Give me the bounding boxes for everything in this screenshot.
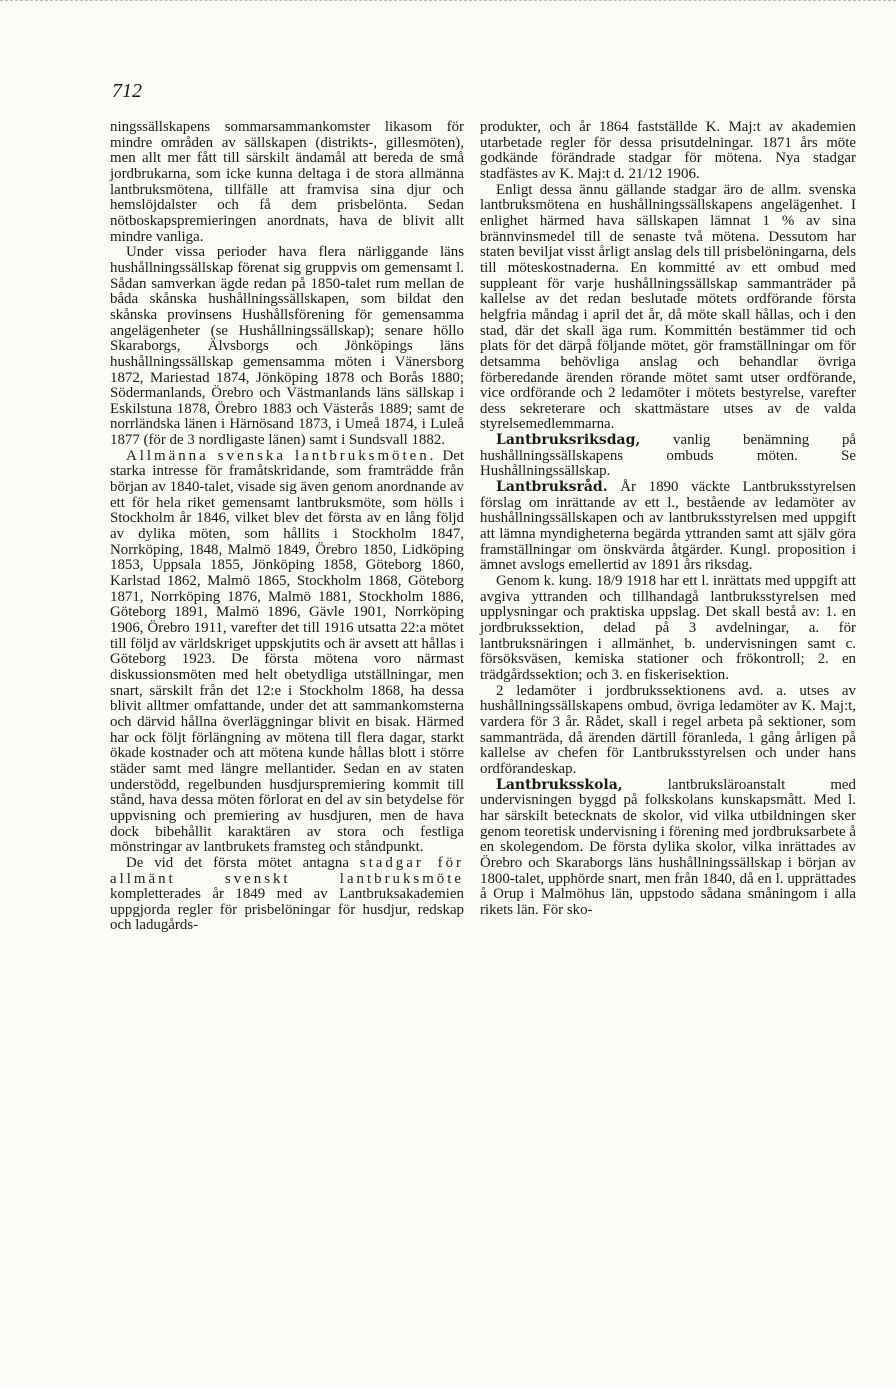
paragraph-text: kompletterades år 1849 med av Lantbruksakademien uppgjorda regler för prisbelöningar för husdjur, redskap och ladugårds- xyxy=(110,886,464,934)
left-column xyxy=(110,120,464,934)
page-top-edge xyxy=(0,0,896,4)
page-number: 712 xyxy=(112,80,142,102)
headword: Lantbruksriksdag, xyxy=(496,432,641,449)
paragraph-text: Det starka intresse för framåtskridande, som framträdde från början av 1840-talet, visade sig även genom anordnande av ett för hela riket gemensamt lantbruksmöte, som hölls i Stockholm år 1846, vilket blev det första av en lång följd av dylika möten, som hållits i Stockholm 1847, Norrköping, 1848, Malmö 1849, Örebro 1850, Lidköping 1853, Uppsala 1855, Jönköping 1858, Göteborg 1860, Karlstad 1862, Malmö 1865, Stockholm 1868, Göteborg 1871, Norrköping 1876, Malmö 1881, Stockholm 1886, Göteborg 1891, Malmö 1896, Gävle 1901, Norrköping 1906, Örebro 1911, varefter det till 1916 utsatta 22:a mötet till följd av världskriget uppskjutits och är avsett att hållas i Göteborg 1923. De första mötena voro närmast diskussionsmöten med helt obetydliga utställningar, men snart, särskilt från det 12:e i Stockholm 1868, ha dessa blivit alltmer omfattande, under det att sammankomsterna och därvid hållna överläggningar blivit en bisak. Härmed har ock följt förlängning av mötena till flera dagar, starkt ökade kostnader och att mötena kunde hållas blott i större städer samt med längre mellantider. Sedan en av staten understödd, regelbunden husdjurspremiering kommit till stånd, hava dessa möten förlorat en del av sin betydelse för uppvisning och premiering av husdjuren, men de hava dock bibehållit karaktären av stora och festliga mönstringar av lantbrukets framsteg och ståndpunkt. xyxy=(110,447,464,856)
headword: Lantbruksskola, xyxy=(496,776,623,793)
paragraph xyxy=(110,449,464,856)
paragraph xyxy=(110,856,464,934)
paragraph: Genom k. kung. 18/9 1918 har ett l. inrättats med uppgift att avgiva yttranden och tillhandagå lantbruksstyrelsen med upplysningar och praktiska uppslag. Det skall bestå av: 1. en jordbrukssektion, delad på 3 avdelningar, a. för lantbruksnäringen i allmänhet, b. undervisningen samt c. försöksväsen, kemiska stationer och frökontroll; 2. en trädgårdssektion; och 3. en fiskerisektion. xyxy=(480,573,856,683)
entry-lantbruksriksdag xyxy=(480,433,856,480)
paragraph: produkter, och år 1864 fastställde K. Maj:t av akademien utarbetade regler för dessa prisutdelningar. 1871 års möte godkände förändrade stadgar för mötena. Nya stadgar stadfästes av K. Maj:t d. 21/12 1906. xyxy=(480,119,856,182)
right-column xyxy=(480,120,856,918)
paragraph: 2 ledamöter i jordbrukssektionens avd. a. utses av hushållningssällskapens ombud, övriga ledamöter av K. Maj:t, vardera för 3 år. Rådet, skall i regel arbeta på sektioner, som sammanträda, då ärenden därtill föranleda, 1 gång årligen på kallelse av chefen för Lantbruksstyrelsen och under hans ordförandeskap. xyxy=(480,682,856,777)
spaced-term: stadgar för allmänt svenskt lantbruksmöte xyxy=(110,854,464,887)
headword: Lantbruksråd. xyxy=(496,479,608,496)
entry-text: lantbruksläroanstalt med undervisningen byggd på folkskolans kunskapsmått. Med l. har särskilt betecknats de skolor, vid vilka utbildningen sker genom teoretisk undervisning i förening med jordbruksarbete å en skolegendom. De första dylika skolor, vilka inrättades av Örebro och Skaraborgs läns hushållningssällskap i början av 1800-talet, upphörde snart, men från 1840, då en l. upprättades å Orup i Malmöhus län, uppstodo sådana småningom i alla rikets län. För sko- xyxy=(480,776,856,918)
paragraph: Under vissa perioder hava flera närliggande läns hushållningssällskap förenat sig gruppvis om gemensamt l. Sådan samverkan ägde redan på 1850-talet rum mellan de båda skånska hushållningssällskapen, som bildat den skånska provinsens Hushållsförening för gemensamma angelägenheter (se Hushållningssällskap); senare höllo Skaraborgs, Älvsborgs och Jönköpings läns hushållningssällskap gemensamma möten i Vänersborg 1872, Mariestad 1874, Jönköping 1878 och Borås 1880; Södermanlands, Örebro och Västmanlands läns sällskap i Eskilstuna 1878, Örebro 1883 och Västerås 1889; samt de norrländska länen i Härnösand 1873, i Umeå 1874, i Luleå 1877 (för de 3 nordligaste länen) samt i Sundsvall 1882. xyxy=(110,244,464,449)
paragraph: Enligt dessa ännu gällande stadgar äro de allm. svenska lantbruksmötena en hushållningssällskapens angelägenhet. I enlighet härmed hava sällskapen lämnat 1 % av sina brännvinsmedel till de senaste två mötena. Dessutom har staten beviljat visst årligt anslag dels till prisbelöningarna, dels till möteskostnaderna. En kommitté av ett ombud med suppleant för varje hushållningssällskap sammanträder på kallelse av det redan beslutade mötets ordförande första helgfria måndag i april det år, då möte skall hållas, och i den stad, där det skall äga rum. Kommittén bestämmer tid och plats för det därpå följande mötet, gör framställningar om för detsamma behövliga anslag och behandlar övriga förberedande ärenden rörande mötet samt utser ordförande, vice ordförande och 2 ledamöter i mötets bestyrelse, varefter dess sekreterare och skattmästare utses av de valda styrelsemedlemmarna. xyxy=(480,181,856,433)
paragraph-text: De vid det första mötet antagna xyxy=(126,854,360,871)
paragraph: ningssällskapens sommarsammankomster likasom för mindre områden av sällskapen (distrikts-, gillesmöten), men allt mer fått till särskilt ändamål att bereda de små jordbrukarna, som icke kunna deltaga i de stora allmänna lantbruksmötena, tillfälle att framvisa sina djur och hemslöjdalster och få dem prisbelönta. Sedan nötboskapspremieringen anordnats, hava de blivit allt mindre vanliga. xyxy=(110,119,464,245)
entry-text: År 1890 väckte Lantbruksstyrelsen förslag om inrättande av ett l., bestående av ledamöter av hushållningssällskapen och av lantbruksstyrelsen med uppgift att lämna myndigheterna begärda yttranden samt att själv göra framställningar om önskvärda åtgärder. Kungl. proposition i ämnet avslogs emellertid av 1891 års riksdag. xyxy=(480,479,856,574)
entry-lantbruksskola xyxy=(480,778,856,919)
entry-text: vanlig benämning på hushållningssällskapens ombuds möten. Se Hushållningssällskap. xyxy=(480,432,856,480)
entry-lantbruksrad xyxy=(480,480,856,574)
spaced-heading: Allmänna svenska lantbruksmöten. xyxy=(126,447,437,464)
